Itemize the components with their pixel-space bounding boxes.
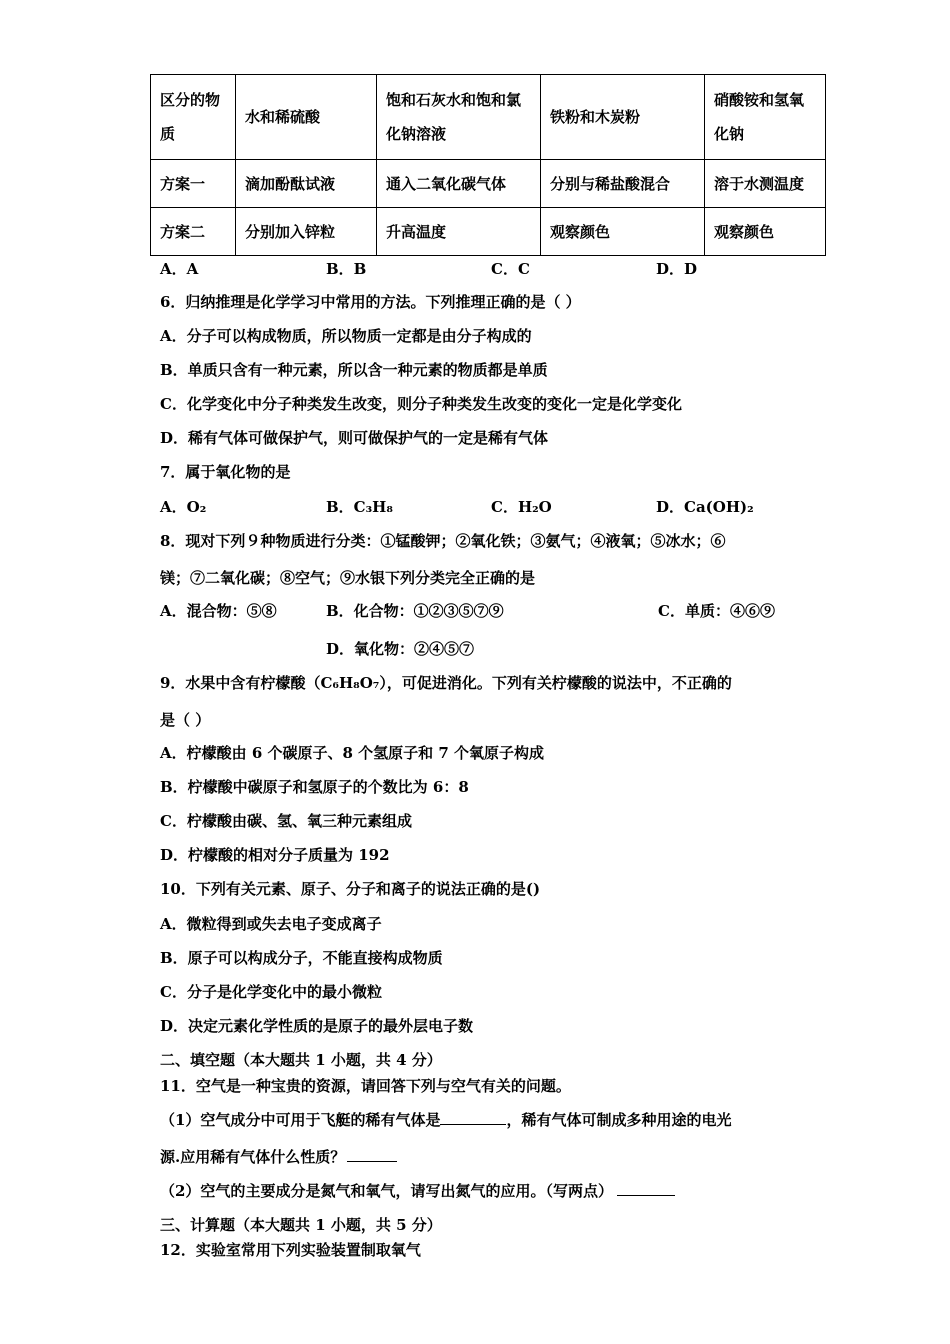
- q12-stem: 12．实验室常用下列实验装置制取氧气: [160, 1241, 421, 1259]
- q9-option-c: C．柠檬酸由碳、氢、氧三种元素组成: [160, 812, 412, 830]
- q7-stem: 7．属于氧化物的是: [160, 463, 291, 481]
- section-heading-calculation: 三、计算题（本大题共 1 小题，共 5 分）: [160, 1216, 442, 1234]
- q11-part1-text-a: （1）空气成分中可用于飞艇的稀有气体是: [160, 1111, 441, 1129]
- q5-option-b: B．B: [326, 260, 367, 278]
- table-cell: 溶于水测温度: [705, 160, 826, 208]
- answer-blank[interactable]: [347, 1147, 397, 1162]
- q8-option-c: C．单质：④⑥⑨: [658, 602, 775, 620]
- table-cell: 分别与稀盐酸混合: [541, 160, 705, 208]
- q9-option-a: A．柠檬酸由 6 个碳原子、8 个氢原子和 7 个氧原子构成: [160, 744, 545, 762]
- q5-option-c: C．C: [491, 260, 530, 278]
- q7-option-d: D．Ca(OH)₂: [656, 498, 754, 516]
- table-row: [151, 208, 826, 256]
- table-cell: 铁粉和木炭粉: [541, 75, 705, 160]
- q5-option-a: A．A: [160, 260, 199, 278]
- q11-part1-text-b: ，稀有气体可制成多种用途的电光: [506, 1111, 732, 1129]
- q9-option-b: B．柠檬酸中碳原子和氢原子的个数比为 6：8: [160, 778, 469, 796]
- q11-stem: 11．空气是一种宝贵的资源，请回答下列与空气有关的问题。: [160, 1077, 571, 1095]
- table-cell: 方案一: [151, 160, 236, 208]
- q9-stem-line2: 是（ ）: [160, 711, 211, 729]
- answer-blank[interactable]: [440, 1110, 506, 1125]
- q11-part2-text: （2）空气的主要成分是氮气和氧气，请写出氮气的应用。（写两点）: [160, 1182, 613, 1200]
- q11-part1-line1: [160, 1110, 731, 1130]
- q7-option-b: B．C₃H₈: [326, 498, 393, 516]
- section-heading-fill-blank: 二、填空题（本大题共 1 小题，共 4 分）: [160, 1051, 442, 1069]
- q7-option-a: A．O₂: [160, 498, 207, 516]
- q10-stem: 10．下列有关元素、原子、分子和离子的说法正确的是(): [160, 880, 541, 898]
- table-cell: 升高温度: [377, 208, 541, 256]
- answer-blank[interactable]: [617, 1181, 675, 1196]
- q10-option-a: A．微粒得到或失去电子变成离子: [160, 915, 382, 933]
- table-cell: 通入二氧化碳气体: [377, 160, 541, 208]
- table-cell: 方案二: [151, 208, 236, 256]
- q6-option-d: D．稀有气体可做保护气，则可做保护气的一定是稀有气体: [160, 429, 549, 447]
- q11-part1-text-c: 源.应用稀有气体什么性质？: [160, 1148, 346, 1166]
- q6-stem: 6．归纳推理是化学学习中常用的方法。下列推理正确的是（ ）: [160, 293, 581, 311]
- table-cell: 水和稀硫酸: [236, 75, 377, 160]
- table-cell: 饱和石灰水和饱和氯化钠溶液: [377, 75, 541, 160]
- q6-option-b: B．单质只含有一种元素，所以含一种元素的物质都是单质: [160, 361, 548, 379]
- q5-option-d: D．D: [656, 260, 698, 278]
- table-cell: 观察颜色: [541, 208, 705, 256]
- table-header-row: [151, 75, 826, 160]
- q9-option-d: D．柠檬酸的相对分子质量为 192: [160, 846, 390, 864]
- q10-option-c: C．分子是化学变化中的最小微粒: [160, 983, 382, 1001]
- q6-option-c: C．化学变化中分子种类发生改变，则分子种类发生改变的变化一定是化学变化: [160, 395, 682, 413]
- q8-stem-line2: 镁；⑦二氧化碳；⑧空气；⑨水银下列分类完全正确的是: [160, 569, 536, 587]
- table-cell: 观察颜色: [705, 208, 826, 256]
- table-cell: 硝酸铵和氢氧化钠: [705, 75, 826, 160]
- q8-option-a: A．混合物：⑤⑧: [160, 602, 277, 620]
- table-cell: 区分的物质: [151, 75, 236, 160]
- q6-option-a: A．分子可以构成物质，所以物质一定都是由分子构成的: [160, 327, 532, 345]
- q11-part2: [160, 1181, 675, 1201]
- q11-part1-line2: [160, 1147, 397, 1167]
- q10-option-b: B．原子可以构成分子，不能直接构成物质: [160, 949, 443, 967]
- q10-option-d: D．决定元素化学性质的是原子的最外层电子数: [160, 1017, 474, 1035]
- table-cell: 滴加酚酞试液: [236, 160, 377, 208]
- table-row: [151, 160, 826, 208]
- comparison-table: [150, 74, 826, 256]
- q8-stem-line1: 8．现对下列９种物质进行分类：①锰酸钾；②氧化铁；③氨气；④液氧；⑤冰水；⑥: [160, 532, 726, 550]
- q9-stem-line1: 9．水果中含有柠檬酸（C₆H₈O₇），可促进消化。下列有关柠檬酸的说法中，不正确的: [160, 674, 732, 692]
- q8-option-b: B．化合物：①②③⑤⑦⑨: [326, 602, 504, 620]
- table-cell: 分别加入锌粒: [236, 208, 377, 256]
- q8-option-d: D．氧化物：②④⑤⑦: [326, 640, 475, 658]
- q7-option-c: C．H₂O: [491, 498, 552, 516]
